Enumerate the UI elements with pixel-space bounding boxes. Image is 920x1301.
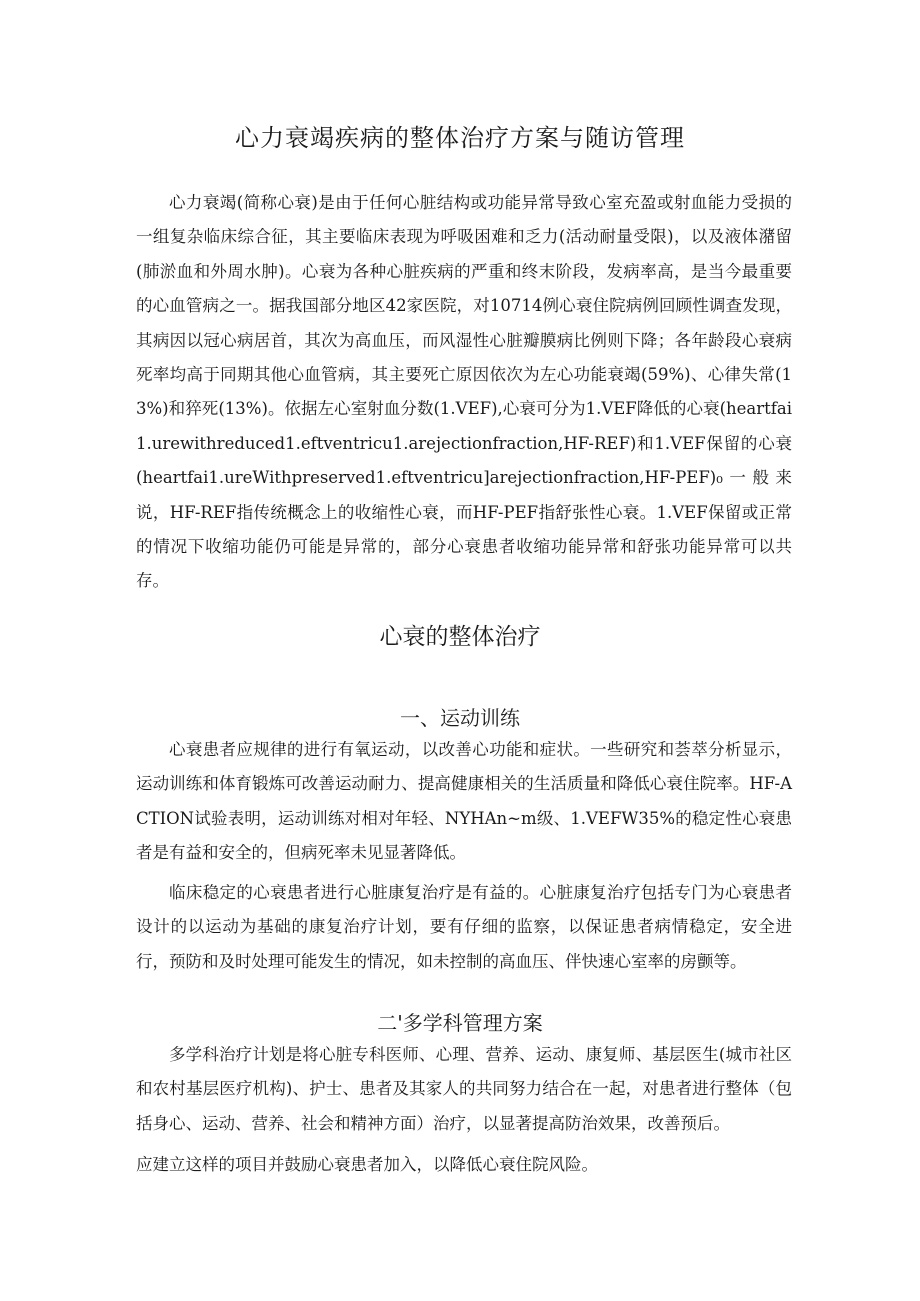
- subsection-heading-exercise: 一、运动训练: [400, 706, 520, 730]
- exercise-paragraph-2: 临床稳定的心衰患者进行心脏康复治疗是有益的。心脏康复治疗包括专门为心衰患者设计的以运动为基础的康复治疗计划，要有仔细的监察，以保证患者病情稳定，安全进行，预防和及时处理可能发生的情况，如未控制的高血压、伴快速心室率的房颤等。: [136, 883, 792, 971]
- subsection-heading-multidisciplinary: 二'多学科管理方案: [377, 1011, 543, 1035]
- multidisciplinary-paragraph-1: 多学科治疗计划是将心脏专科医师、心理、营养、运动、康复师、基层医生(城市社区和农村基层医疗机构)、护士、患者及其家人的共同努力结合在一起，对患者进行整体（包括身心、运动、营养、社会和精神方面）治疗，以显著提高防治效果，改善预后。: [136, 1045, 792, 1133]
- exercise-paragraph-1: 心衰患者应规律的进行有氧运动，以改善心功能和症状。一些研究和荟萃分析显示，运动训练和体育锻炼可改善运动耐力、提高健康相关的生活质量和降低心衰住院率。HF-ACTION试验表明，运动训练对相对年轻、NYHAn~m级、1.VEFW35%的稳定性心衰患者是有益和安全的，但病死率未见显著降低。: [136, 740, 792, 863]
- document-title: 心力衰竭疾病的整体治疗方案与随访管理: [235, 124, 685, 152]
- section-title: 心衰的整体治疗: [379, 624, 541, 650]
- intro-paragraph: 心力衰竭(简称心衰)是由于任何心脏结构或功能异常导致心室充盈或射血能力受损的一组复杂临床综合征，其主要临床表现为呼吸困难和乏力(活动耐量受限)，以及液体潴留(肺淤血和外周水肿)。心衰为各种心脏疾病的严重和终末阶段，发病率高，是当今最重要的心血管病之一。据我国部分地区42家医院，对10714例心衰住院病例回顾性调查发现，其病因以冠心病居首，其次为高血压，而风湿性心脏瓣膜病比例则下降；各年龄段心衰病死率均高于同期其他心血管病，其主要死亡原因依次为左心功能衰竭(59%)、心律失常(13%)和猝死(13%)。依据左心室射血分数(1.VEF),心衰可分为1.VEF降低的心衰(heartfai1.urewithreduced1.eftventricu1.arejectionfraction,HF-REF)和1.VEF保留的心衰(heartfai1.ureWithpreserved1.eftventricu]arejectionfraction,HF-PEF)₀一般来说，HF-REF指传统概念上的收缩性心衰，而HF-PEF指舒张性心衰。1.VEF保留或正常的情况下收缩功能仍可能是异常的，部分心衰患者收缩功能异常和舒张功能异常可以共存。: [136, 193, 792, 591]
- multidisciplinary-paragraph-2: 应建立这样的项目并鼓励心衰患者加入，以降低心衰住院风险。: [136, 1155, 598, 1174]
